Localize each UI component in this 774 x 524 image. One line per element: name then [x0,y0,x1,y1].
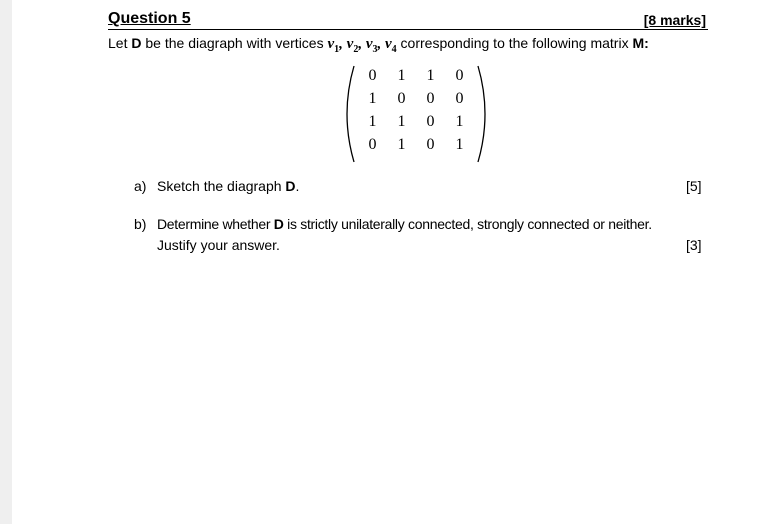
matrix-entries [358,64,474,156]
intro-colon: : [644,35,649,51]
part-a-digraph-symbol: D [285,178,296,194]
matrix-cell: 1 [455,113,464,130]
part-b-marks: [3] [686,237,702,253]
matrix-cell: 0 [426,90,435,107]
right-paren [478,66,485,162]
part-b-label: b) [134,216,147,232]
vertex-v: v [346,36,354,52]
vertex-v: v [365,36,373,52]
question-header [108,9,708,30]
intro-digraph-symbol: D [131,35,142,51]
intro-middle: be the diagraph with vertices [141,35,328,51]
part-a-label: a) [134,178,147,194]
left-paren [347,66,354,162]
vertex-v: v [385,36,392,52]
vertex-index: 3 [372,44,378,55]
question-title: Question 5 [108,10,191,27]
matrix-cell: 0 [426,136,435,153]
part-a-end: . [295,178,300,194]
matrix-cell: 1 [368,113,377,130]
matrix-cell: 1 [397,67,406,84]
matrix-cell: 0 [455,90,464,107]
vertex-v: v [327,36,335,52]
matrix-cell: 0 [455,67,464,84]
part-a-marks: [5] [686,178,702,194]
part-b-digraph-symbol: D [273,216,284,232]
matrix-cell: 1 [368,90,377,107]
intro-prefix: Let [108,35,132,51]
vertex-index: 1 [334,44,340,55]
part-b-body-start: Determine whether [157,216,274,232]
matrix-cell: 1 [397,136,406,153]
part-a-body: Sketch the diagraph [157,178,286,194]
vertex-index: 4 [391,44,397,55]
adjacency-matrix [340,62,492,166]
matrix-cell: 0 [368,136,377,153]
page-left-margin [0,0,12,524]
part-b-text [157,214,652,234]
matrix-cell: 1 [455,136,464,153]
part-b-line2: Justify your answer. [157,237,280,253]
question-marks: [8 marks] [643,12,706,28]
matrix-cell: 0 [397,90,406,107]
question-intro [108,33,649,60]
matrix-cell: 0 [368,67,377,84]
part-a-text [157,176,299,196]
vertex-list: $v_1$, $v_2$, $v_3$, $v_4$ [327,36,397,55]
matrix-cell: 1 [397,113,406,130]
intro-matrix-symbol: M [632,35,645,51]
intro-suffix: corresponding to the following matrix [396,35,633,51]
vertex-index: 2 [353,44,359,55]
part-b-body-end: is strictly unilaterally connected, strongly connected or neither. [283,216,652,232]
matrix-cell: 1 [426,67,435,84]
matrix-cell: 0 [426,113,435,130]
